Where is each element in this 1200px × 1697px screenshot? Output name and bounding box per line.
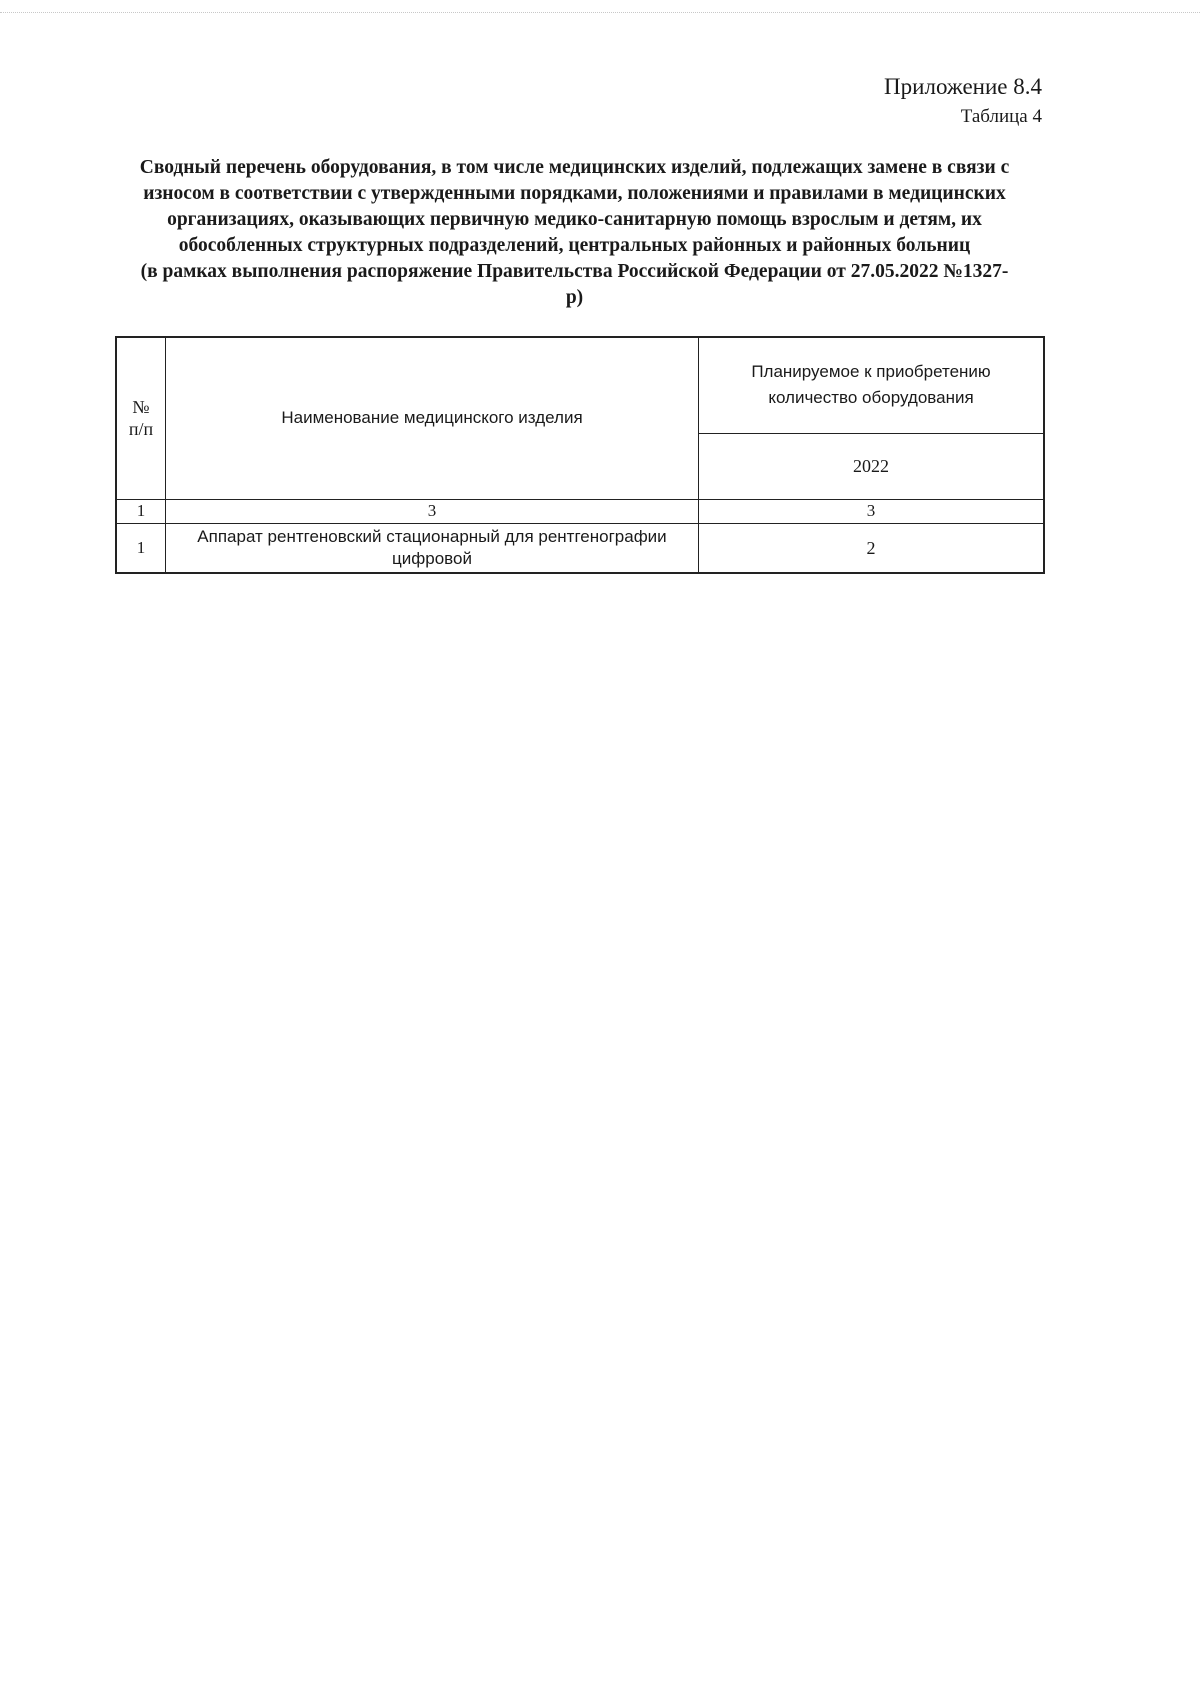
numbering-cell: 3	[166, 499, 699, 523]
equipment-table	[115, 336, 1045, 574]
row-num-cell: 1	[116, 523, 166, 573]
page-top-edge	[0, 12, 1200, 13]
col-qty-header: Планируемое к приобретению количество оборудования	[699, 337, 1045, 433]
table-header-row	[116, 337, 1044, 433]
title-line: обособленных структурных подразделений, центральных районных и районных больниц	[178, 235, 971, 256]
row-qty-cell: 2	[699, 523, 1045, 573]
col-name-header: Наименование медицинского изделия	[166, 337, 699, 499]
numbering-cell: 1	[116, 499, 166, 523]
title-line: износом в соответствии с утвержденными порядками, положениями и правилами в медицинских	[143, 183, 1006, 204]
document-title	[112, 155, 1037, 311]
table-numbering-row	[116, 499, 1044, 523]
title-line: Сводный перечень оборудования, в том числе медицинских изделий, подлежащих замене в связи с	[139, 157, 1010, 178]
table-number-label: Таблица 4	[960, 106, 1042, 127]
title-line: (в рамках выполнения распоряжение Правительства Российской Федерации от 27.05.2022 №1327-	[140, 261, 1009, 282]
numbering-cell: 3	[699, 499, 1045, 523]
year-header: 2022	[699, 433, 1045, 499]
title-line: р)	[565, 287, 584, 308]
title-line: организациях, оказывающих первичную медико-санитарную помощь взрослым и детям, их	[167, 209, 982, 230]
appendix-label: Приложение 8.4	[884, 74, 1042, 99]
col-num-header: № п/п	[116, 337, 166, 499]
table-row	[116, 523, 1044, 573]
row-name-cell: Аппарат рентгеновский стационарный для рентгенографии цифровой	[166, 523, 699, 573]
